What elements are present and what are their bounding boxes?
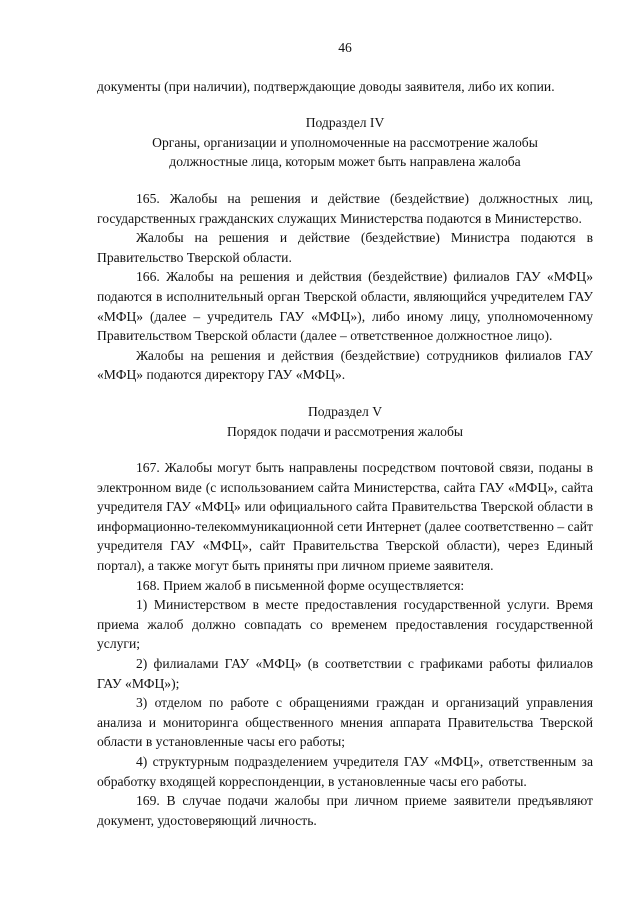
document-page (97, 38, 593, 830)
subsection-5-title-line1: Порядок подачи и рассмотрения жалобы (226, 423, 464, 439)
paragraph-168-item-4: 4) структурным подразделением учредителя ГАУ «МФЦ», ответственным за обработку входящей корреспонденции, в установленные часы его работы. (97, 754, 593, 789)
paragraph-166-staff: Жалобы на решения и действия (бездействие) сотрудников филиалов ГАУ «МФЦ» подаются директору ГАУ «МФЦ». (97, 347, 593, 383)
paragraph-168: 168. Прием жалоб в письменной форме осуществляется: (136, 577, 465, 593)
subsection-4-heading (97, 113, 593, 172)
subsection-5-heading (97, 402, 593, 441)
intro-paragraph: документы (при наличии), подтверждающие доводы заявителя, либо их копии. (97, 78, 555, 94)
subsection-4-title-line2: должностные лица, которым может быть направлена жалоба (169, 154, 521, 170)
paragraph-165-minister: Жалобы на решения и действие (бездействие) Министра подаются в Правительство Тверской области. (97, 230, 593, 265)
subsection-4-label: Подраздел IV (305, 115, 385, 131)
paragraph-165: 165. Жалобы на решения и действие (бездействие) должностных лиц, государственных гражданских служащих Министерства подаются в Министерство. (97, 190, 593, 226)
paragraph-166: 166. Жалобы на решения и действия (бездействие) филиалов ГАУ «МФЦ» подаются в исполнительный орган Тверской области, являющийся учредителем ГАУ «МФЦ» (далее – учредитель ГАУ «МФЦ»), либо иному лицу, уполномоченному Правительством Тверской области (далее – ответственное должностное лицо). (97, 269, 593, 344)
paragraph-168-item-3: 3) отделом по работе с обращениями граждан и организаций управления анализа и мониторинга общественного мнения аппарата Правительства Тверской области в установленные часы его работы; (97, 695, 593, 750)
page-number: 46 (338, 40, 352, 55)
subsection-5-label: Подраздел V (307, 403, 383, 419)
paragraph-168-item-2: 2) филиалами ГАУ «МФЦ» (в соответствии с графиками работы филиалов ГАУ «МФЦ»); (97, 656, 593, 691)
paragraph-167: 167. Жалобы могут быть направлены посредством почтовой связи, поданы в электронном виде (с использованием сайта Министерства, сайта ГАУ «МФЦ», сайта учредителя ГАУ «МФЦ» или официального сайта Правительства Тверской области в информационно-телекоммуникационной сети Интернет (далее соответственно – сайт учредителя ГАУ «МФЦ», сайт Правительства Тверской области), через Единый портал), а также могут быть приняты при личном приеме заявителя. (97, 460, 593, 574)
subsection-4-title-line1: Органы, организации и уполномоченные на рассмотрение жалобы (152, 134, 538, 150)
paragraph-169: 169. В случае подачи жалобы при личном приеме заявители предъявляют документ, удостоверяющий личность. (97, 793, 593, 828)
paragraph-168-item-1: 1) Министерством в месте предоставления государственной услуги. Время приема жалоб должно совпадать со временем предоставления государственной услуги; (97, 597, 593, 652)
